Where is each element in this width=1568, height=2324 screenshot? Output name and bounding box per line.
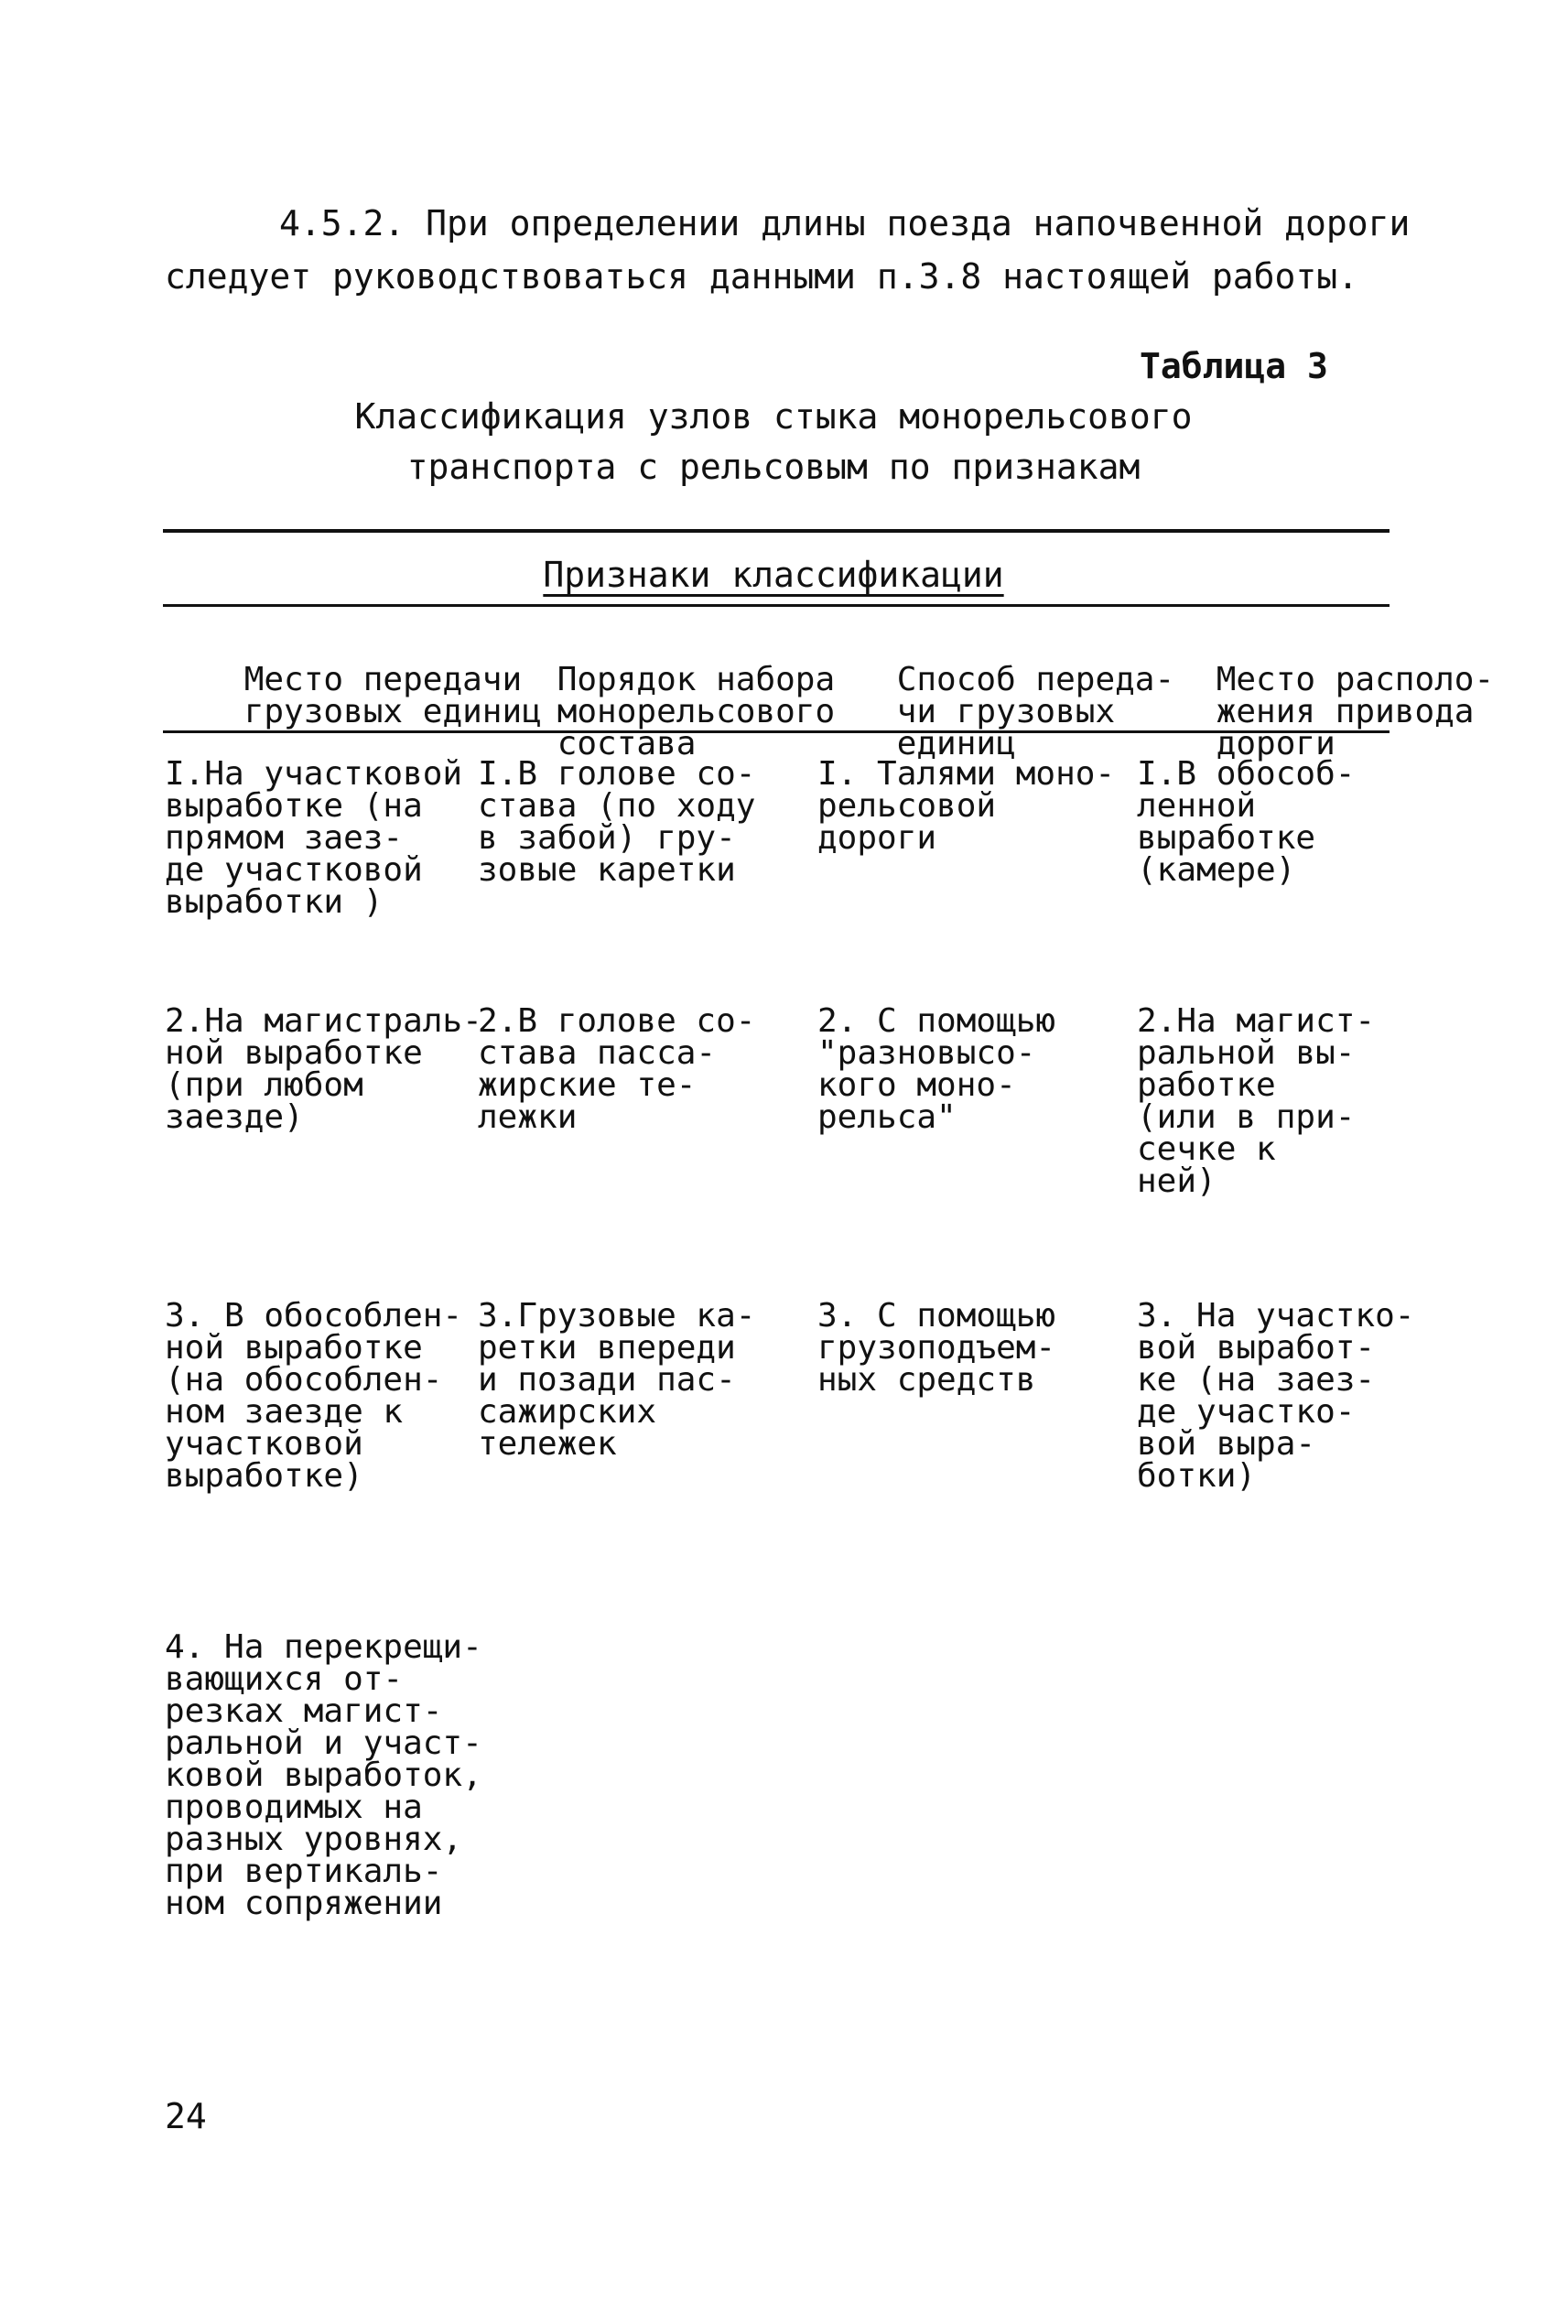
cell-line: става пасса- bbox=[478, 1034, 717, 1072]
header-bottom-rule bbox=[163, 730, 1390, 733]
table-title-line: Классификация узлов стыка монорельсового bbox=[354, 396, 1193, 437]
column-header-line: монорельсового bbox=[557, 693, 836, 730]
cell-line: тележек bbox=[478, 1425, 617, 1463]
table-cell bbox=[817, 1297, 1056, 1399]
column-header-line: Порядок набора bbox=[557, 661, 836, 698]
cell-line: става (по ходу bbox=[478, 787, 756, 825]
column-header-line: состава bbox=[557, 725, 697, 762]
cell-line: 2.На магистраль- bbox=[165, 1002, 482, 1040]
page-number: 24 bbox=[165, 2096, 207, 2136]
table-cell bbox=[165, 1628, 482, 1922]
cell-line: выработки ) bbox=[165, 883, 384, 921]
table-cell bbox=[478, 1002, 756, 1136]
cell-line: 3.Грузовые ка- bbox=[478, 1297, 756, 1335]
cell-line: рельсовой bbox=[817, 787, 997, 825]
table-cell bbox=[1137, 755, 1356, 889]
table-number: Таблица 3 bbox=[1140, 346, 1328, 386]
header-separator-rule bbox=[163, 604, 1390, 607]
cell-line: ней) bbox=[1137, 1162, 1217, 1200]
cell-line: ковой выработок, bbox=[165, 1757, 482, 1794]
cell-line: заезде) bbox=[165, 1098, 304, 1136]
cell-line: прямом заез- bbox=[165, 819, 404, 857]
cell-line: ретки впереди bbox=[478, 1329, 736, 1367]
cell-line: ральной вы- bbox=[1137, 1034, 1356, 1072]
table-cell bbox=[817, 1002, 1056, 1136]
table-cell bbox=[165, 755, 463, 921]
cell-line: 2.В голове со- bbox=[478, 1002, 756, 1040]
table-top-rule bbox=[163, 529, 1390, 533]
table-title-line: транспорта с рельсовым по признакам bbox=[406, 447, 1141, 487]
cell-line: ной выработке bbox=[165, 1329, 423, 1367]
cell-line: (или в при- bbox=[1137, 1098, 1356, 1136]
cell-line: сечке к bbox=[1137, 1130, 1276, 1168]
cell-line: ральной и участ- bbox=[165, 1724, 482, 1762]
column-header-line: чи грузовых bbox=[896, 693, 1116, 730]
cell-line: де участко- bbox=[1137, 1393, 1356, 1431]
cell-line: I.В голове со- bbox=[478, 755, 756, 793]
cell-line: ном сопряжении bbox=[165, 1885, 443, 1922]
cell-line: I.На участковой bbox=[165, 755, 463, 793]
cell-line: и позади пас- bbox=[478, 1361, 736, 1399]
table-cell bbox=[165, 1002, 482, 1136]
column-header-line: дороги bbox=[1216, 725, 1336, 762]
cell-line: работке bbox=[1137, 1066, 1276, 1104]
cell-line: участковой bbox=[165, 1425, 363, 1463]
cell-line: вающихся от- bbox=[165, 1660, 404, 1698]
paragraph-line: 4.5.2. При определении длины поезда напочвенной дороги bbox=[279, 203, 1411, 243]
cell-line: выработке bbox=[1137, 819, 1316, 857]
cell-line: I. Талями моно- bbox=[817, 755, 1116, 793]
table-cell bbox=[165, 1297, 463, 1495]
cell-line: дороги bbox=[817, 819, 937, 857]
table-group-header: Признаки классификации bbox=[543, 555, 1004, 595]
column-header-line: грузовых единиц bbox=[243, 693, 542, 730]
table-cell bbox=[478, 1297, 756, 1463]
cell-line: ной выработке bbox=[165, 1034, 423, 1072]
cell-line: де участковой bbox=[165, 851, 423, 889]
cell-line: 2.На магист- bbox=[1137, 1002, 1376, 1040]
table-cell bbox=[1137, 1002, 1376, 1200]
cell-line: жирские те- bbox=[478, 1066, 697, 1104]
cell-line: ном заезде к bbox=[165, 1393, 404, 1431]
cell-line: рельса" bbox=[817, 1098, 957, 1136]
cell-line: 2. С помощью bbox=[817, 1002, 1056, 1040]
column-header-line: Место передачи bbox=[243, 661, 523, 698]
intro-paragraph bbox=[165, 197, 1411, 303]
cell-line: кого моно- bbox=[817, 1066, 1016, 1104]
cell-line: 3. С помощью bbox=[817, 1297, 1056, 1335]
cell-line: ботки) bbox=[1137, 1457, 1257, 1495]
table-cell bbox=[478, 755, 756, 889]
cell-line: зовые каретки bbox=[478, 851, 736, 889]
cell-line: выработке) bbox=[165, 1457, 363, 1495]
cell-line: грузоподъем- bbox=[817, 1329, 1056, 1367]
cell-line: проводимых на bbox=[165, 1789, 423, 1826]
cell-line: лежки bbox=[478, 1098, 578, 1136]
cell-line: резках магист- bbox=[165, 1692, 443, 1730]
cell-line: ленной bbox=[1137, 787, 1257, 825]
table-cell bbox=[1137, 1297, 1415, 1495]
cell-line: ных средств bbox=[817, 1361, 1036, 1399]
column-header-line: Место располо- bbox=[1216, 661, 1495, 698]
cell-line: 4. На перекрещи- bbox=[165, 1628, 482, 1666]
column-header-line: Способ переда- bbox=[896, 661, 1175, 698]
table-cell bbox=[817, 755, 1116, 857]
cell-line: выработке (на bbox=[165, 787, 423, 825]
cell-line: вой выработ- bbox=[1137, 1329, 1376, 1367]
column-header-line: единиц bbox=[896, 725, 1016, 762]
cell-line: I.В обособ- bbox=[1137, 755, 1356, 793]
cell-line: (при любом bbox=[165, 1066, 363, 1104]
cell-line: сажирских bbox=[478, 1393, 657, 1431]
cell-line: ке (на заез- bbox=[1137, 1361, 1376, 1399]
column-header-line: жения привода bbox=[1216, 693, 1475, 730]
cell-line: при вертикаль- bbox=[165, 1853, 443, 1890]
cell-line: вой выра- bbox=[1137, 1425, 1316, 1463]
cell-line: 3. На участко- bbox=[1137, 1297, 1415, 1335]
cell-line: в забой) гру- bbox=[478, 819, 736, 857]
paragraph-line: следует руководствоваться данными п.3.8 настоящей работы. bbox=[165, 256, 1359, 297]
cell-line: (камере) bbox=[1137, 851, 1296, 889]
cell-line: разных уровнях, bbox=[165, 1821, 463, 1858]
cell-line: "разновысо- bbox=[817, 1034, 1036, 1072]
cell-line: (на обособлен- bbox=[165, 1361, 443, 1399]
cell-line: 3. В обособлен- bbox=[165, 1297, 463, 1335]
